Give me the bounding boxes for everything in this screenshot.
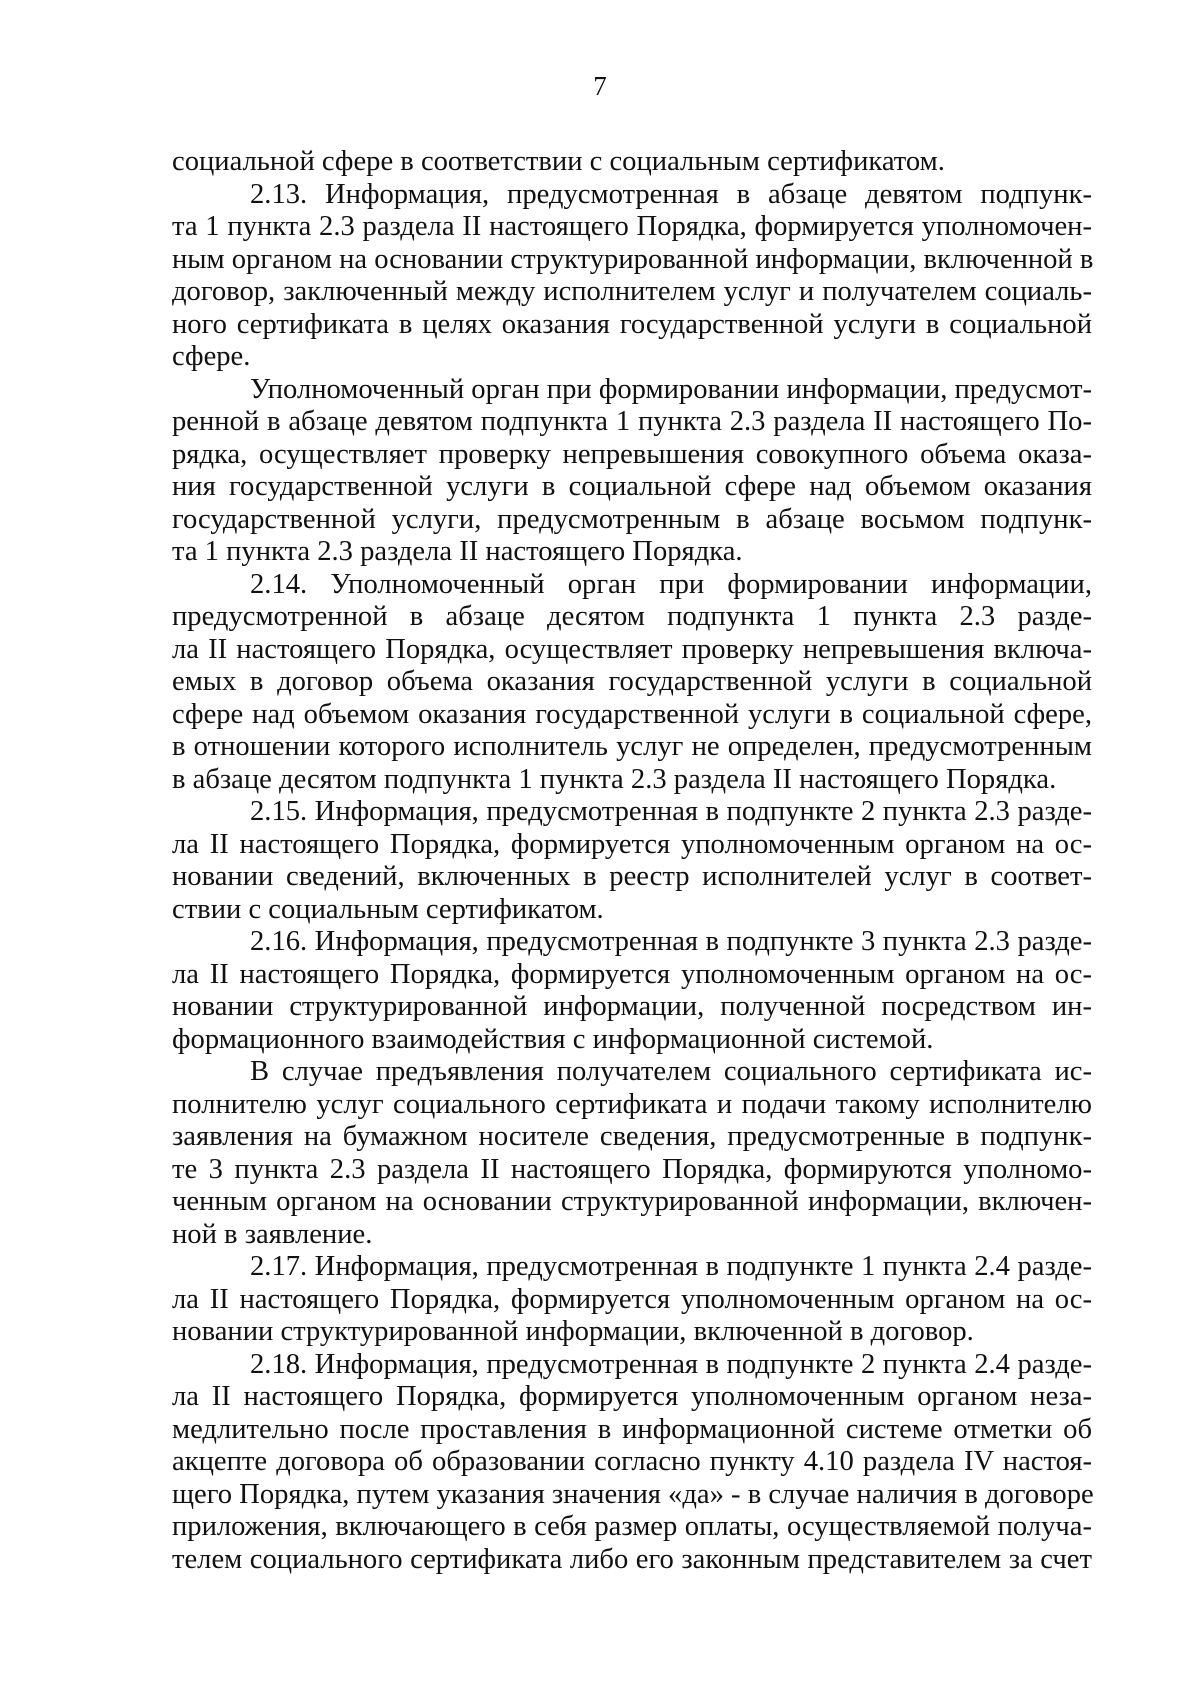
text-line: в абзаце десятом подпункта 1 пункта 2.3 раздела II настоящего Порядка. bbox=[172, 763, 1057, 795]
text-line: та 1 пункта 2.3 раздела II настоящего Порядка. bbox=[172, 536, 743, 567]
text-line: ным органом на основании структурированной информации, включенной в bbox=[172, 243, 1094, 275]
text-line: Уполномоченный орган при формировании информации, предусмот- bbox=[250, 373, 1092, 405]
text-line: сфере. bbox=[172, 341, 251, 372]
text-line: ла II настоящего Порядка, осуществляет проверку непревышения включа- bbox=[172, 633, 1092, 665]
text-line: формационного взаимодействия с информационной системой. bbox=[172, 1023, 934, 1055]
text-line: предусмотренной в абзаце десятом подпункта 1 пункта 2.3 разде- bbox=[172, 601, 1092, 632]
text-line: щего Порядка, путем указания значения «да» - в случае наличия в договоре bbox=[172, 1478, 1094, 1510]
text-line: полнителю услуг социального сертификата и подачи такому исполнителю bbox=[172, 1088, 1092, 1120]
text-line: договор, заключенный между исполнителем услуг и получателем социаль- bbox=[172, 276, 1092, 307]
paragraph bbox=[172, 926, 1092, 1056]
text-line: ствии с социальным сертификатом. bbox=[172, 893, 604, 925]
text-line: сфере над объемом оказания государственной услуги в социальной сфере, bbox=[172, 698, 1092, 730]
text-line: 2.16. Информация, предусмотренная в подпункте 3 пункта 2.3 разде- bbox=[250, 926, 1092, 957]
text-line: акцепте договора об образовании согласно пункту 4.10 раздела IV настоя- bbox=[172, 1446, 1092, 1477]
text-line: приложения, включающего в себя размер оплаты, осуществляемой получа- bbox=[172, 1511, 1092, 1542]
text-line: заявления на бумажном носителе сведения, предусмотренные в подпунк- bbox=[172, 1121, 1092, 1152]
text-line: медлительно после проставления в информационной системе отметки об bbox=[172, 1413, 1092, 1445]
text-line: те 3 пункта 2.3 раздела II настоящего Порядка, формируются уполномо- bbox=[172, 1153, 1092, 1185]
paragraph bbox=[172, 1251, 1092, 1349]
text-line: 2.14. Уполномоченный орган при формировании информации, bbox=[250, 568, 1092, 600]
paragraph bbox=[172, 146, 1092, 179]
document-body bbox=[172, 146, 1092, 1576]
paragraph bbox=[172, 796, 1092, 926]
text-line: телем социального сертификата либо его законным представителем за счет bbox=[172, 1543, 1092, 1575]
text-line: новании структурированной информации, полученной посредством ин- bbox=[172, 991, 1092, 1022]
text-line: социальной сфере в соответствии с социальным сертификатом. bbox=[172, 146, 945, 177]
text-line: 2.17. Информация, предусмотренная в подпункте 1 пункта 2.4 разде- bbox=[250, 1251, 1092, 1282]
paragraph bbox=[172, 569, 1092, 797]
text-line: ного сертификата в целях оказания государственной услуги в социальной bbox=[172, 308, 1092, 340]
text-line: 2.13. Информация, предусмотренная в абзаце девятом подпунк- bbox=[250, 178, 1092, 210]
text-line: ла II настоящего Порядка, формируется уполномоченным органом на ос- bbox=[172, 828, 1092, 860]
paragraph bbox=[172, 374, 1092, 569]
text-line: емых в договор объема оказания государственной услуги в социальной bbox=[172, 666, 1092, 697]
text-line: ла II настоящего Порядка, формируется уполномоченным органом неза- bbox=[172, 1381, 1092, 1412]
paragraph bbox=[172, 179, 1092, 374]
page-number: 7 bbox=[593, 71, 607, 101]
text-line: новании сведений, включенных в реестр исполнителей услуг в соответ- bbox=[172, 861, 1092, 892]
text-line: ной в заявление. bbox=[172, 1218, 373, 1250]
paragraph bbox=[172, 1349, 1092, 1577]
text-line: 2.15. Информация, предусмотренная в подпункте 2 пункта 2.3 разде- bbox=[250, 796, 1092, 827]
text-line: ла II настоящего Порядка, формируется уполномоченным органом на ос- bbox=[172, 958, 1092, 990]
text-line: 2.18. Информация, предусмотренная в подпункте 2 пункта 2.4 разде- bbox=[250, 1348, 1092, 1380]
paragraph bbox=[172, 1056, 1092, 1251]
text-line: та 1 пункта 2.3 раздела II настоящего Порядка, формируется уполномочен- bbox=[172, 211, 1092, 242]
text-line: рядка, осуществляет проверку непревышения совокупного объема оказа- bbox=[172, 438, 1092, 470]
text-line: новании структурированной информации, включенной в договор. bbox=[172, 1316, 974, 1347]
text-line: ла II настоящего Порядка, формируется уполномоченным органом на ос- bbox=[172, 1283, 1092, 1315]
text-line: ренной в абзаце девятом подпункта 1 пункта 2.3 раздела II настоящего По- bbox=[172, 406, 1092, 437]
text-line: государственной услуги, предусмотренным в абзаце восьмом подпунк- bbox=[172, 503, 1092, 535]
text-line: В случае предъявления получателем социального сертификата ис- bbox=[250, 1056, 1092, 1087]
text-line: ния государственной услуги в социальной сфере над объемом оказания bbox=[172, 471, 1092, 502]
text-line: в отношении которого исполнитель услуг не определен, предусмотренным bbox=[172, 731, 1092, 762]
text-line: ченным органом на основании структурированной информации, включен- bbox=[172, 1186, 1092, 1217]
